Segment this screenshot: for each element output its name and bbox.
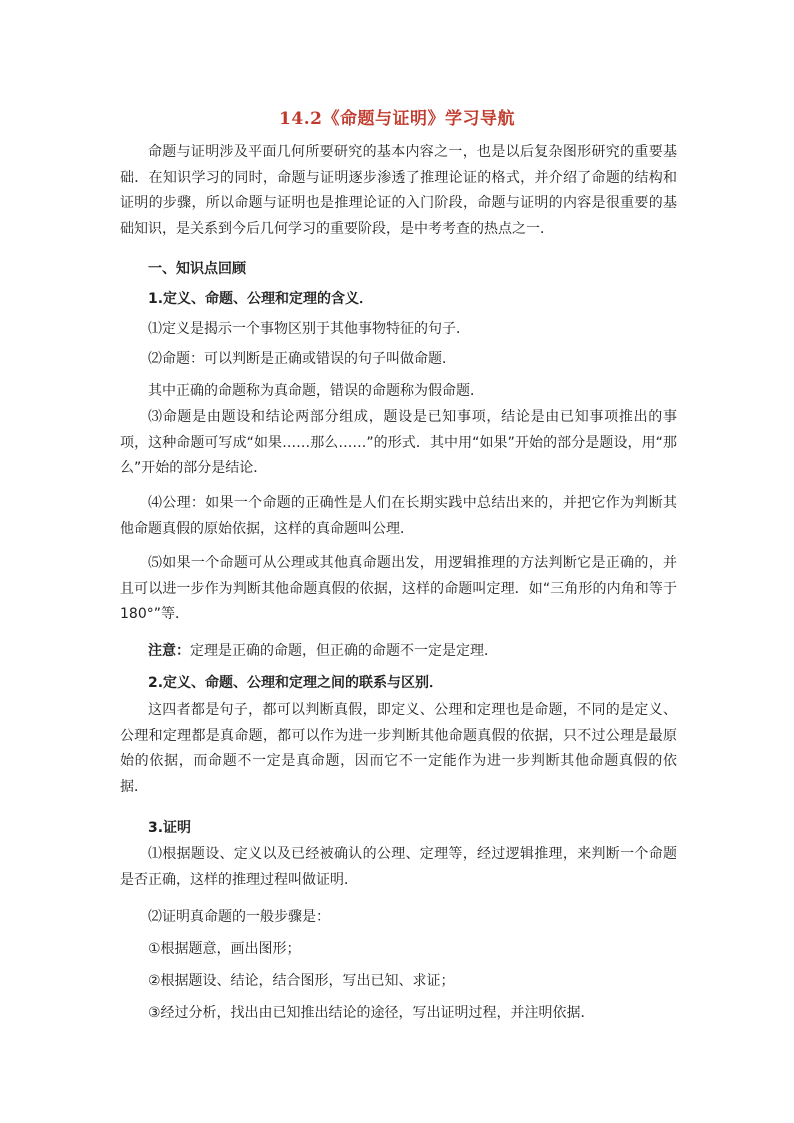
- item-proposition-structure: ⑶命题是由题设和结论两部分组成，题设是已知事项，结论是由已知事项推出的事项，这种命题可写成“如果……那么……”的形式．其中用“如果”开始的部分是题设，用“那么”开始的部分是结论．: [120, 409, 677, 477]
- proof-step-3: ③经过分析，找出由已知推出结论的途径，写出证明过程，并注明依据．: [148, 1005, 595, 1021]
- note-line: [148, 640, 498, 660]
- proof-definition: ⑴根据题设、定义以及已经被确认的公理、定理等，经过逻辑推理，来判断一个命题是否正确，这样的推理过程叫做证明．: [120, 846, 677, 888]
- true-false-proposition: 其中正确的命题称为真命题，错误的命题称为假命题．: [148, 383, 484, 399]
- proof-step-2: ②根据题设、结论，结合图形，写出已知、求证；: [148, 973, 455, 989]
- proof-step-1: ①根据题意，画出图形；: [148, 941, 301, 957]
- subheading-relations: 2.定义、命题、公理和定理之间的联系与区别．: [148, 675, 444, 691]
- intro-text: 命题与证明涉及平面几何所要研究的基本内容之一，也是以后复杂图形研究的重要基础．在知识学习的同时，命题与证明逐步渗透了推理论证的格式，并介绍了命题的结构和证明的步骤，所以命题与证明也是推理论证的入门阶段，命题与证明的内容是很重要的基础知识，是关系到今后几何学习的重要阶段，是中考考查的热点之一．: [120, 144, 677, 237]
- document-title: 14.2《命题与证明》学习导航: [279, 109, 515, 129]
- subheading-proof: 3.证明: [148, 820, 192, 836]
- intro-paragraph: [120, 140, 677, 242]
- section-heading-1: 一、知识点回顾: [148, 261, 246, 277]
- subheading-definitions: 1.定义、命题、公理和定理的含义．: [148, 291, 374, 307]
- item-definition: ⑴定义是揭示一个事物区别于其他事物特征的句子．: [148, 321, 470, 337]
- relations-paragraph: 这四者都是句子，都可以判断真假，即定义、公理和定理也是命题，不同的是定义、公理和定理都是真命题，都可以作为进一步判断其他命题真假的依据，只不过公理是最原始的依据，而命题不一定是真命题，因而它不一定能作为进一步判断其他命题真假的依据．: [120, 702, 677, 795]
- note-label: 注意：: [148, 643, 190, 659]
- item-theorem: ⑸如果一个命题可从公理或其他真命题出发，用逻辑推理的方法判断它是正确的，并且可以进一步作为判断其他命题真假的依据，这样的命题叫定理．如“三角形的内角和等于 180°”等．: [120, 555, 677, 623]
- proof-steps-intro: ⑵证明真命题的一般步骤是：: [148, 909, 330, 925]
- note-text: 定理是正确的命题，但正确的命题不一定是定理．: [190, 643, 498, 659]
- item-proposition: ⑵命题：可以判断是正确或错误的句子叫做命题．: [148, 351, 456, 367]
- item-axiom: ⑷公理：如果一个命题的正确性是人们在长期实践中总结出来的，并把它作为判断其他命题真假的原始依据，这样的真命题叫公理．: [120, 495, 677, 537]
